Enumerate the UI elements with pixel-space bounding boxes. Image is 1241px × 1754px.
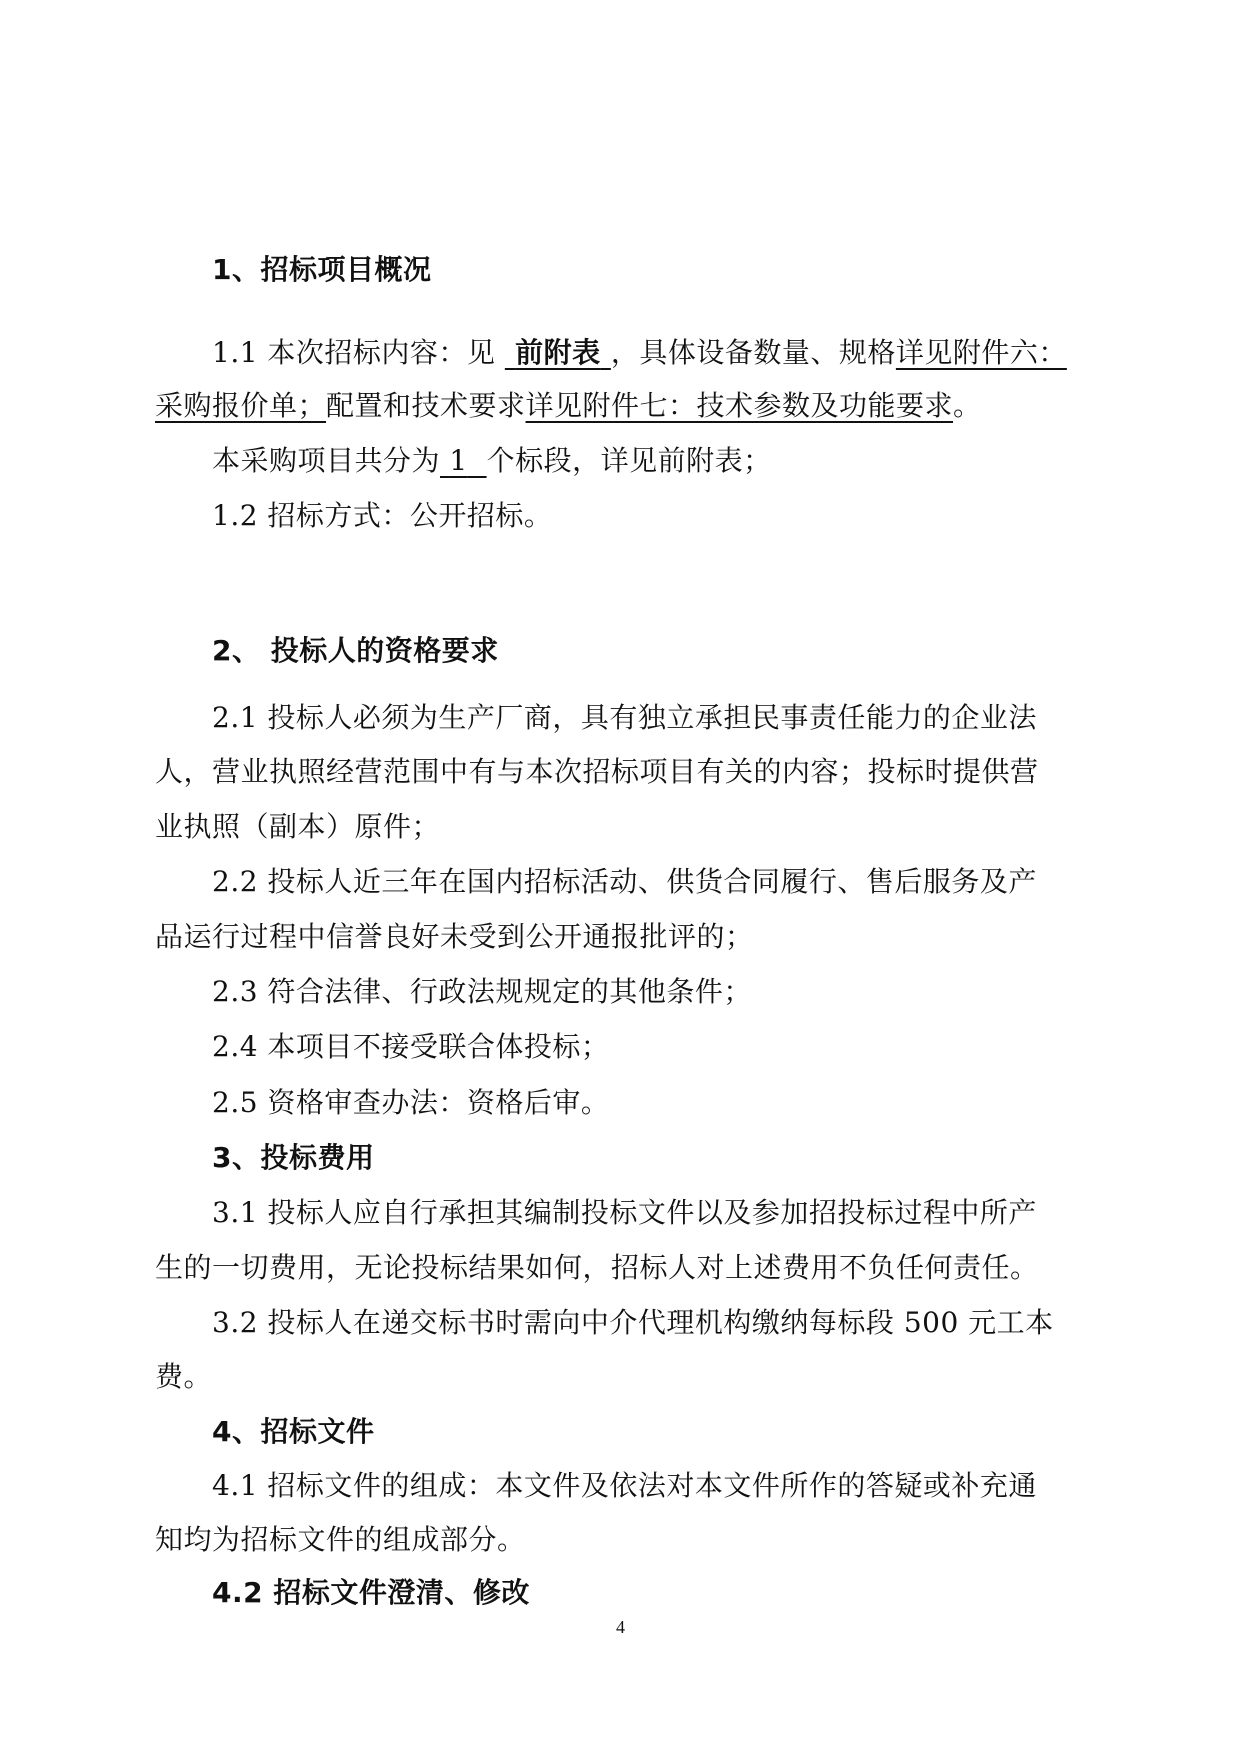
clause-1-1-text-3: 配置和技术要求 [326,389,526,422]
page-number: 4 [616,1617,625,1637]
clause-2-3: 2.3 符合法律、行政法规规定的其他条件； [212,975,752,1008]
lots-count [440,444,487,477]
clause-4-2-heading: 4.2 招标文件澄清、修改 [212,1576,530,1609]
clause-2-4: 2.4 本项目不接受联合体投标； [212,1030,610,1063]
clause-4-1-line-1: 4.1 招标文件的组成：本文件及依法对本文件所作的答疑或补充通 [212,1469,1037,1502]
clause-3-1-line-2: 生的一切费用，无论投标结果如何，招标人对上述费用不负任何责任。 [155,1251,1039,1284]
clause-2-5: 2.5 资格审查办法：资格后审。 [212,1086,610,1119]
lots-text: 本采购项目共分为 [212,444,441,477]
section-1-heading: 1、招标项目概况 [212,253,432,286]
section-4-heading: 4、招标文件 [212,1415,375,1448]
clause-1-2: 1.2 招标方式：公开招标。 [212,499,553,532]
clause-4-1-line-2: 知均为招标文件的组成部分。 [155,1523,526,1556]
section-3-heading: 3、投标费用 [212,1141,375,1174]
clause-2-1-line-3: 业执照（副本）原件； [155,810,441,843]
clause-1-1-period: 。 [953,389,982,422]
front-table-label: 前附表 [515,336,601,369]
clause-2-2-line-2: 品运行过程中信誉良好未受到公开通报批评的； [155,920,754,953]
clause-2-2-line-1: 2.2 投标人近三年在国内招标活动、供货合同履行、售后服务及产 [212,865,1037,898]
clause-2-1-line-2: 人，营业执照经营范围中有与本次招标项目有关的内容；投标时提供营 [155,755,1039,788]
front-table-ref [505,336,611,369]
clause-3-2-line-1: 3.2 投标人在递交标书时需向中介代理机构缴纳每标段 500 元工本 [212,1306,1054,1339]
attachment-6-ref: 详见附件六： [895,336,1067,369]
attachment-7-ref: 详见附件七：技术参数及功能要求 [525,389,954,422]
clause-3-2-line-2: 费。 [155,1360,213,1393]
clause-1-1-text: 1.1 本次招标内容：见 [212,336,496,369]
lots-line [212,443,772,479]
clause-1-1-text-2: ，具体设备数量、规格 [610,336,896,369]
clause-3-1-line-1: 3.1 投标人应自行承担其编制投标文件以及参加招投标过程中所产 [212,1196,1037,1229]
clause-2-1-line-1: 2.1 投标人必须为生产厂商，具有独立承担民事责任能力的企业法 [212,701,1037,734]
lots-count-value: 1 [449,444,468,477]
section-2-heading: 2、 投标人的资格要求 [212,634,499,667]
lots-text-2: 个标段，详见前附表； [486,444,772,477]
clause-1-1-line-1 [212,335,1067,371]
clause-1-1-line-2 [155,388,982,424]
quote-sheet-ref: 采购报价单； [155,389,327,422]
